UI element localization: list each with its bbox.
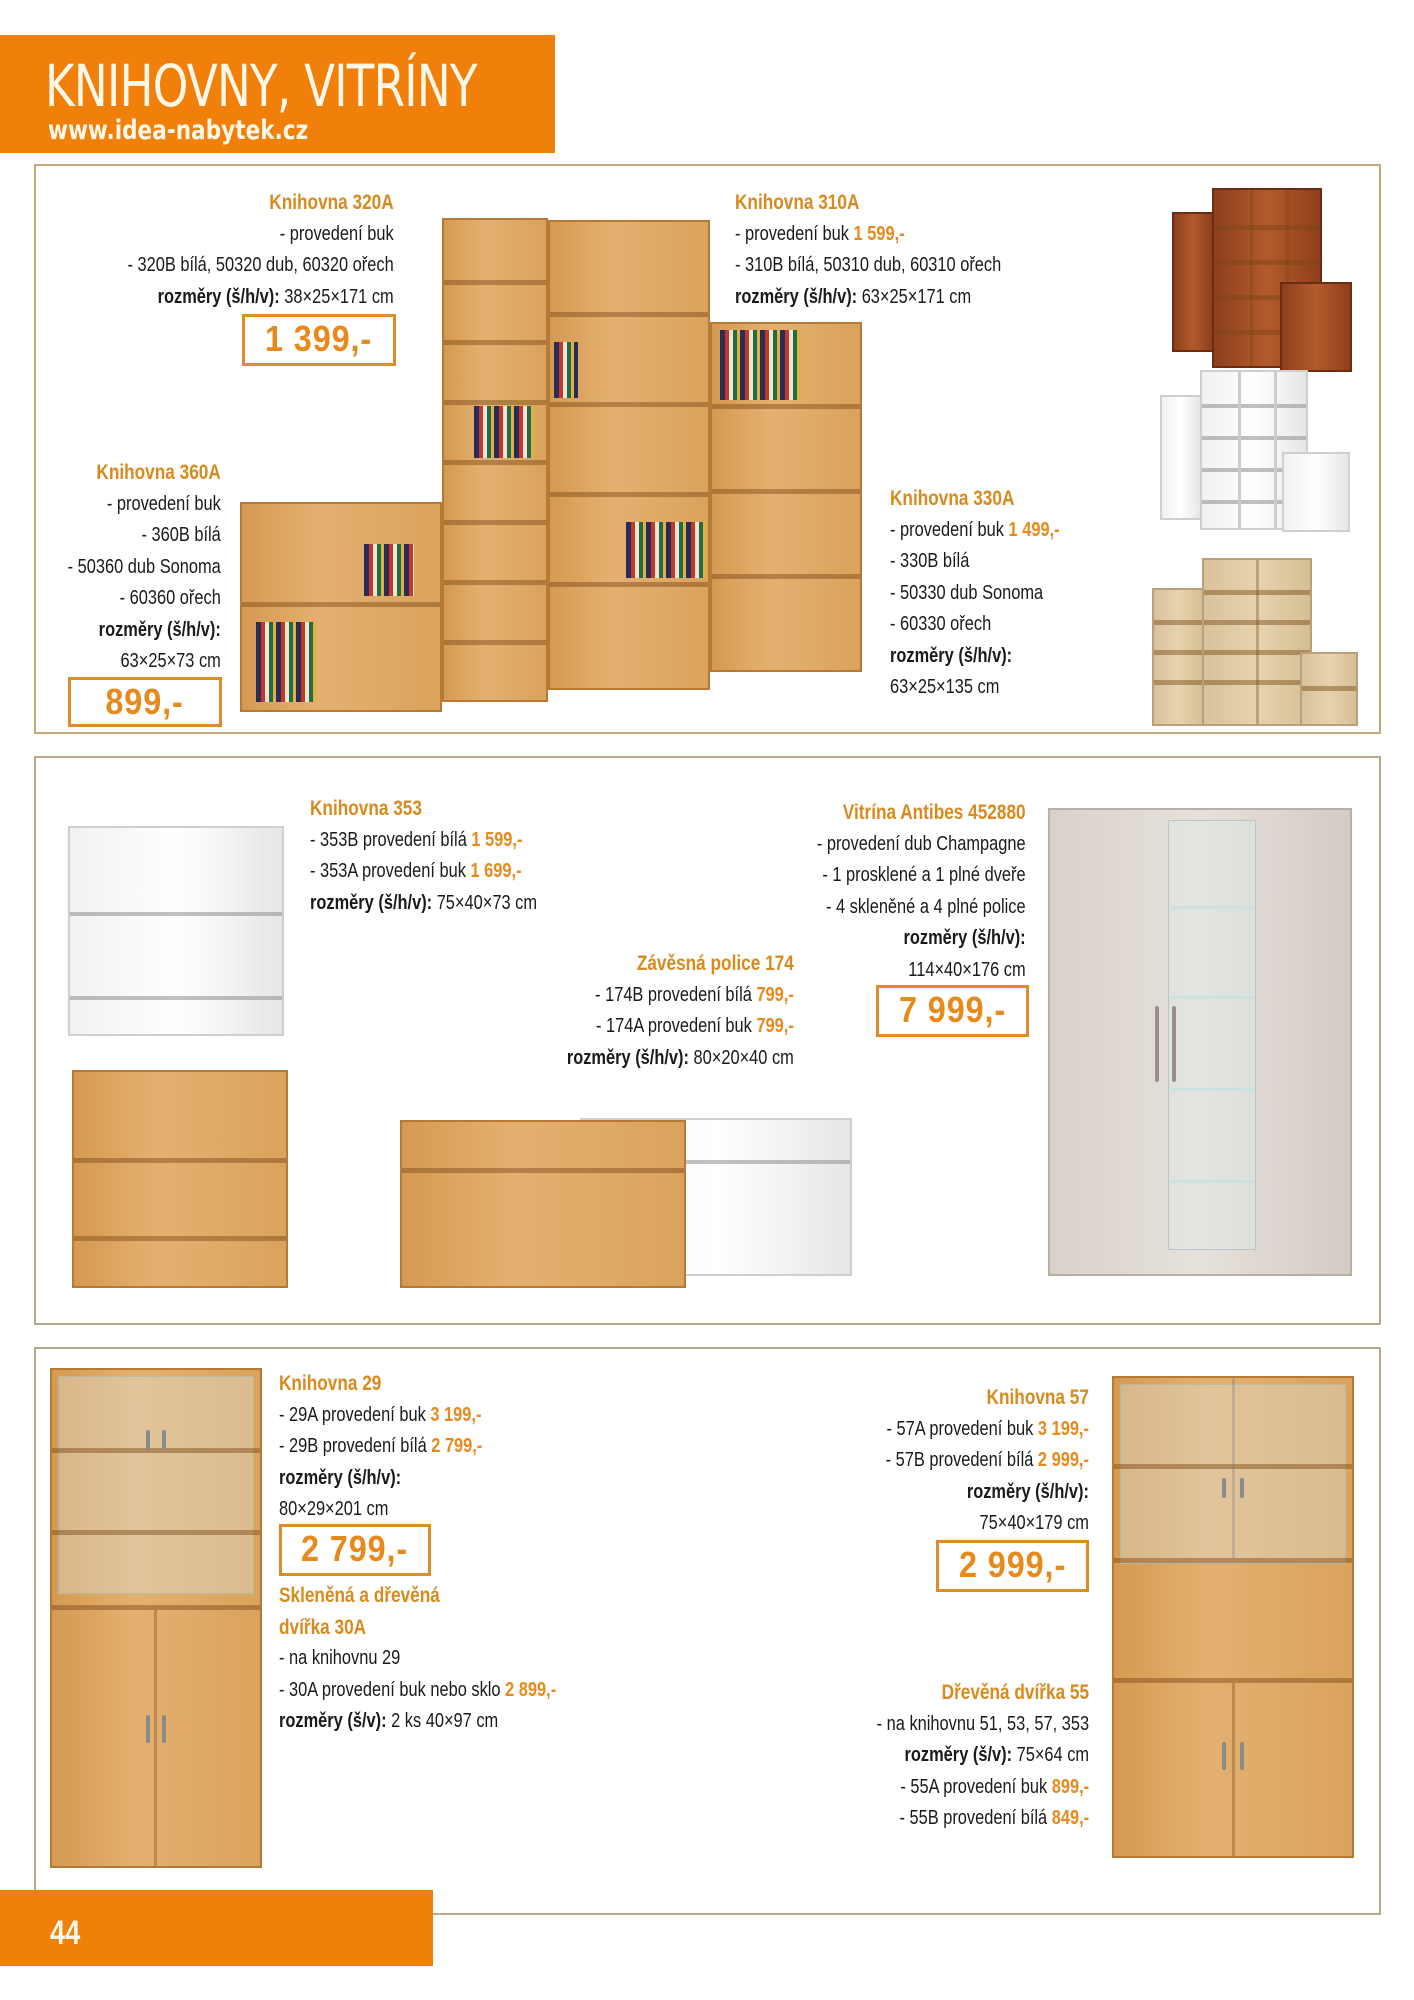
bookcase-310a-image: [548, 220, 710, 690]
bookcase-353-beech-image: [72, 1070, 288, 1288]
product-title: Knihovna 310A: [735, 191, 860, 214]
sonoma-set-image: [1202, 558, 1312, 726]
bookcase-320a-image: [442, 218, 548, 702]
price-box-57: 2 999,-: [936, 1540, 1089, 1592]
white-set-image-low: [1282, 452, 1350, 532]
price: 899,-: [1051, 1775, 1089, 1798]
product-29: Knihovna 29 - 29A provedení buk 3 199,- - 29B provedení bílá 2 799,- rozměry (š/h/v): 80×29×201 cm: [279, 1368, 527, 1526]
product-57: Knihovna 57 - 57A provedení buk 3 199,- - 57B provedení bílá 2 999,- rozměry (š/h/v): 75×40×179 cm: [841, 1382, 1089, 1540]
price: 2 899,-: [505, 1678, 557, 1701]
product-353: Knihovna 353 - 353B provedení bílá 1 599,- - 353A provedení buk 1 699,- rozměry (š/h/v): 75×40×73 cm: [310, 793, 587, 919]
product-title: Knihovna 360A: [96, 461, 221, 484]
page-number: 44: [50, 1914, 81, 1952]
product-title: Knihovna 330A: [890, 487, 1015, 510]
product-title: Knihovna 57: [986, 1386, 1089, 1409]
walnut-set-image-low: [1280, 282, 1352, 372]
product-title: Závěsná police 174: [637, 952, 794, 975]
vitrine-antibes-image: [1048, 808, 1352, 1276]
price: 1 499,-: [1008, 518, 1060, 541]
bookcase-57-image: [1112, 1376, 1354, 1858]
bookcase-360a-image: [240, 502, 442, 712]
product-police-174: Závěsná police 174 - 174B provedení bílá 799,- - 174A provedení buk 799,- rozměry (š/h/v): 80×20×40 cm: [517, 948, 794, 1074]
product-dvirka-30a: Skleněná a dřevěná dvířka 30A - na knihovnu 29 - 30A provedení buk nebo sklo 2 899,- rozměry (š/v): 2 ks 40×97 cm: [279, 1580, 617, 1738]
product-title: Dřevěná dvířka 55: [941, 1681, 1089, 1704]
bookcase-330a-image: [710, 322, 862, 672]
price: 849,-: [1051, 1807, 1089, 1829]
price: 3 199,-: [1037, 1417, 1089, 1440]
price: 3 199,-: [430, 1403, 482, 1426]
wall-shelf-174-beech-image: [400, 1120, 686, 1288]
product-310a: Knihovna 310A - provedení buk 1 599,- - 310B bílá, 50310 dub, 60310 ořech rozměry (š/h/v): 63×25×171 cm: [735, 187, 1060, 313]
page-title: KNIHOVNY, VITRÍNY: [45, 52, 477, 120]
price: 1 599,-: [471, 828, 523, 851]
product-title: Knihovna 353: [310, 797, 422, 820]
sonoma-set-image-small: [1152, 588, 1204, 726]
price: 799,-: [756, 1015, 794, 1037]
walnut-set-image-small: [1172, 212, 1214, 352]
price-box-29: 2 799,-: [279, 1524, 431, 1576]
product-title: Knihovna 320A: [269, 191, 394, 214]
white-set-image-small: [1160, 395, 1202, 520]
product-title: Knihovna 29: [279, 1372, 382, 1395]
product-360a: Knihovna 360A - provedení buk - 360B bílá - 50360 dub Sonoma - 60360 ořech rozměry (š/h/v): 63×25×73 cm: [34, 457, 221, 678]
sonoma-set-image-low: [1300, 652, 1358, 726]
product-dvirka-55: Dřevěná dvířka 55 - na knihovnu 51, 53, 57, 353 rozměry (š/v): 75×64 cm - 55A provedení buk 899,- - 55B provedení bílá 849,-: [830, 1677, 1089, 1835]
product-320a: Knihovna 320A - provedení buk - 320B bílá, 50320 dub, 60320 ořech rozměry (š/h/v): 38×25×171 cm: [69, 187, 394, 313]
price-box-320a: 1 399,-: [242, 314, 396, 366]
price-box-antibes: 7 999,-: [876, 985, 1029, 1037]
price: 799,-: [756, 983, 794, 1006]
website-url[interactable]: www.idea-nabytek.cz: [48, 115, 309, 146]
price: 1 599,-: [853, 222, 905, 245]
bookcase-29-image: [50, 1368, 262, 1868]
product-330a: Knihovna 330A - provedení buk 1 499,- - 330B bílá - 50330 dub Sonoma - 60330 ořech rozměry (š/h/v): 63×25×135 cm: [890, 483, 1097, 704]
price: 1 699,-: [470, 860, 522, 882]
price: 2 799,-: [431, 1435, 483, 1457]
price-box-360a: 899,-: [68, 677, 222, 727]
product-title: Skleněná a dřevěná: [279, 1584, 440, 1607]
bookcase-353-white-image: [68, 826, 284, 1036]
product-vitrina-antibes: Vitrína Antibes 452880 - provedení dub Champagne - 1 prosklené a 1 plné dveře - 4 skleněné a 4 plné police rozměry (š/h/v): 114×40×176 cm: [771, 797, 1026, 986]
price: 2 999,-: [1037, 1449, 1089, 1471]
product-title: Vitrína Antibes 452880: [843, 801, 1026, 824]
